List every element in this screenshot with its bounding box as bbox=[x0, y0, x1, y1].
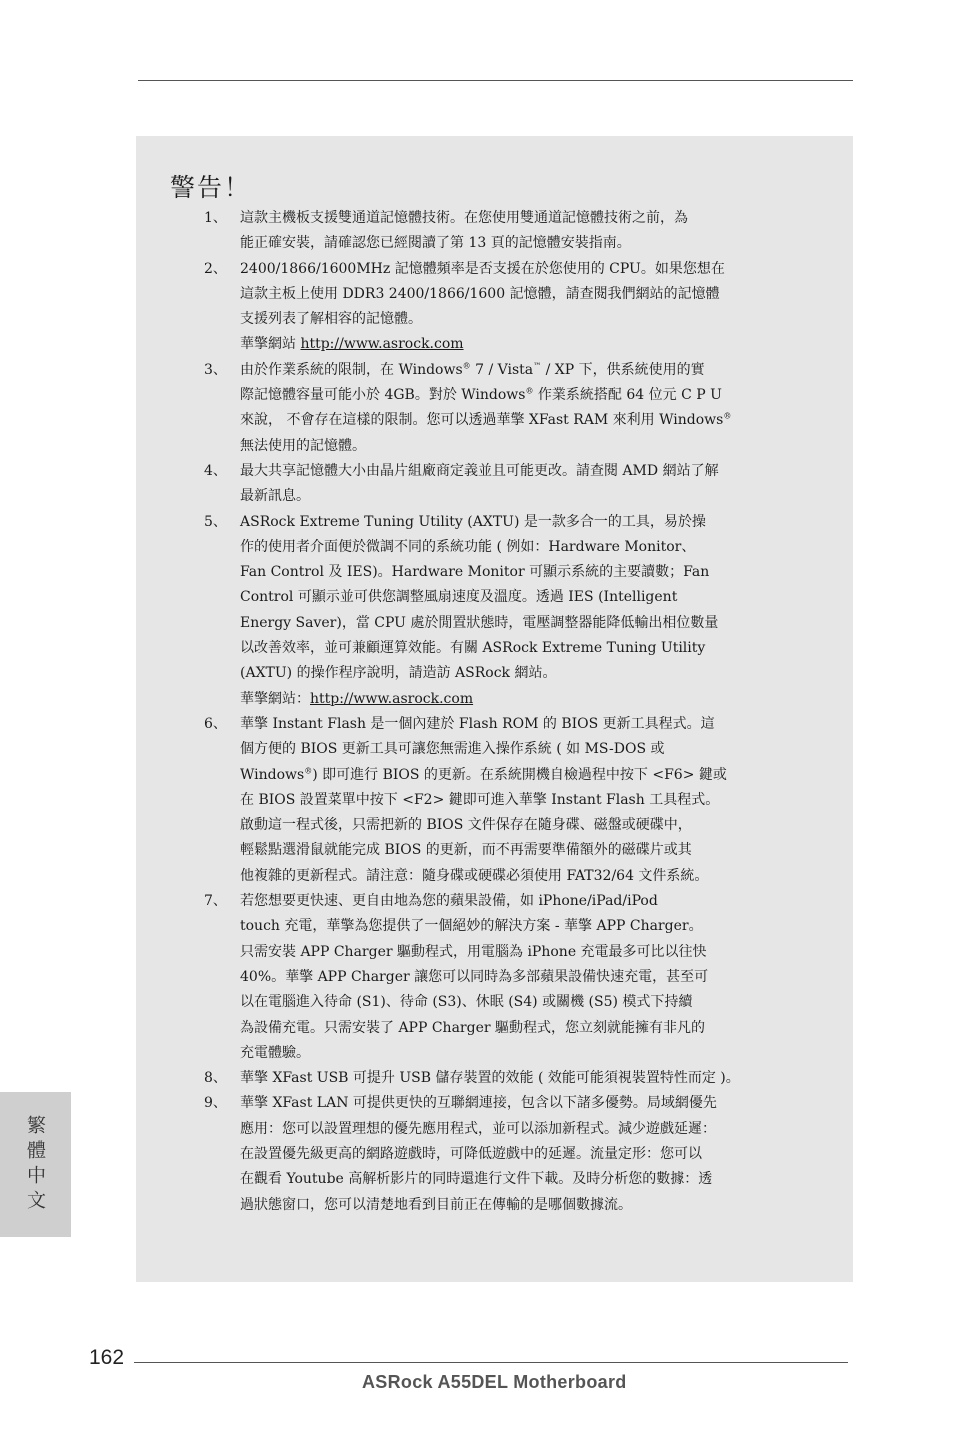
item-text-line: 充電體驗。 bbox=[240, 1044, 310, 1061]
item-text-line: 他複雜的更新程式。請注意：隨身碟或硬碟必須使用 FAT32/64 文件系統。 bbox=[240, 867, 709, 884]
item-text-line: 在 BIOS 設置菜單中按下 <F2> 鍵即可進入華擎 Instant Flash 工具程式。 bbox=[240, 791, 720, 808]
item-text-line: Control 可顯示並可供您調整風扇速度及溫度。透過 IES (Intelligent bbox=[240, 589, 678, 606]
item-text-line: 由於作業系統的限制，在 Windows® 7 / Vista™ / XP 下，供系統使用的實 bbox=[240, 361, 705, 378]
item-text-line: 無法使用的記憶體。 bbox=[240, 437, 366, 454]
side-tab-label: 繁體中文 bbox=[24, 1114, 46, 1215]
item-text-line: 最新訊息。 bbox=[240, 488, 310, 505]
item-number: 9、 bbox=[204, 1095, 227, 1112]
item-text-line: 這款主機板支援雙通道記憶體技術。在您使用雙通道記憶體技術之前，為 bbox=[240, 210, 688, 226]
item-text-line: 華擎 XFast USB 可提升 USB 儲存裝置的效能 ( 效能可能須視裝置特性而定 )。 bbox=[240, 1070, 740, 1087]
item-text-line: 為設備充電。只需安裝了 APP Charger 驅動程式，您立刻就能擁有非凡的 bbox=[240, 1019, 706, 1036]
item-text-line: ASRock Extreme Tuning Utility (AXTU) 是一款多合一的工具，易於操 bbox=[240, 513, 706, 530]
warning-box bbox=[136, 136, 853, 1282]
item-number: 2、 bbox=[204, 260, 227, 277]
website-line bbox=[240, 687, 830, 712]
item-text-line: 以改善效率，並可兼顧運算效能。有關 ASRock Extreme Tuning Utility bbox=[240, 640, 706, 657]
item-number: 1、 bbox=[204, 210, 227, 226]
warning-item bbox=[136, 1091, 853, 1217]
warning-item bbox=[136, 459, 853, 510]
item-text-line: 能正確安裝，請確認您已經閱讀了第 13 頁的記憶體安裝指南。 bbox=[240, 235, 631, 252]
item-text-line: 輕鬆點選滑鼠就能完成 BIOS 的更新，而不再需要準備額外的磁碟片或其 bbox=[240, 842, 692, 859]
item-text-line: 際記憶體容量可能小於 4GB。對於 Windows® 作業系統搭配 64 位元 C P U bbox=[240, 386, 722, 404]
item-text-line: touch 充電，華擎為您提供了一個絕妙的解決方案 - 華擎 APP Charger。 bbox=[240, 918, 703, 935]
item-number: 7、 bbox=[204, 893, 227, 910]
warning-title: 警告！ bbox=[170, 173, 252, 202]
item-text-line: Windows®) 即可進行 BIOS 的更新。在系統開機自檢過程中按下 <F6> 鍵或 bbox=[240, 765, 727, 783]
item-text-line: 個方便的 BIOS 更新工具可讓您無需進入操作系統 ( 如 MS-DOS 或 bbox=[240, 741, 665, 758]
item-text-line: 在觀看 Youtube 高解析影片的同時還進行文件下載。及時分析您的數據：透 bbox=[240, 1171, 713, 1188]
item-text-line: 應用：您可以設置理想的優先應用程式，並可以添加新程式。減少遊戲延遲： bbox=[240, 1120, 716, 1137]
item-text-line: 華擎 XFast LAN 可提供更快的互聯網連接，包含以下諸多優勢。局域網優先 bbox=[240, 1095, 717, 1112]
top-rule bbox=[138, 80, 853, 81]
item-text-line: 以在電腦進入待命 (S1)、待命 (S3)、休眠 (S4) 或關機 (S5) 模式下持續 bbox=[240, 994, 693, 1011]
item-text-line: 支援列表了解相容的記憶體。 bbox=[240, 311, 422, 328]
item-number: 5、 bbox=[204, 513, 227, 530]
item-text-line: (AXTU) 的操作程序說明，請造訪 ASRock 網站。 bbox=[240, 665, 557, 682]
warning-item bbox=[136, 1066, 853, 1091]
item-number: 4、 bbox=[204, 462, 227, 479]
item-text-line: 來說， 不會存在這樣的限制。您可以透過華擎 XFast RAM 來利用 Windows® bbox=[240, 411, 732, 429]
warning-item bbox=[136, 206, 853, 257]
bottom-rule bbox=[134, 1362, 848, 1363]
item-number: 6、 bbox=[204, 715, 227, 732]
item-text-line: 這款主板上使用 DDR3 2400/1866/1600 記憶體，請查閱我們網站的記憶體 bbox=[240, 285, 720, 302]
page-number: 162 bbox=[89, 1346, 125, 1369]
website-line bbox=[240, 332, 830, 357]
item-number: 3、 bbox=[204, 361, 227, 378]
website-link[interactable]: http://www.asrock.com bbox=[310, 690, 474, 707]
item-number: 8、 bbox=[204, 1070, 227, 1087]
item-text-line: 最大共享記憶體大小由晶片組廠商定義並且可能更改。請查閱 AMD 網站了解 bbox=[240, 462, 719, 479]
footer-title: ASRock A55DEL Motherboard bbox=[362, 1372, 627, 1392]
item-text-line: 40%。華擎 APP Charger 讓您可以同時為多部蘋果設備快速充電，甚至可 bbox=[240, 968, 709, 985]
warning-item bbox=[136, 510, 853, 712]
item-text-line: 過狀態窗口，您可以清楚地看到目前正在傳輸的是哪個數據流。 bbox=[240, 1196, 632, 1213]
item-text-line: Fan Control 及 IES)。Hardware Monitor 可顯示系統的主要讀數；Fan bbox=[240, 564, 710, 581]
warning-item bbox=[136, 358, 853, 459]
warning-list bbox=[136, 206, 853, 1218]
warning-item bbox=[136, 712, 853, 889]
item-text-line: Energy Saver)，當 CPU 處於閒置狀態時，電壓調整器能降低輸出相位數量 bbox=[240, 614, 719, 631]
website-link[interactable]: http://www.asrock.com bbox=[300, 336, 464, 353]
website-label: 華擎網站： bbox=[240, 690, 310, 707]
language-side-tab bbox=[0, 1092, 71, 1237]
warning-item bbox=[136, 889, 853, 1066]
website-label: 華擎網站 bbox=[240, 336, 301, 353]
item-text-line: 華擎 Instant Flash 是一個內建於 Flash ROM 的 BIOS 更新工具程式。這 bbox=[240, 715, 715, 732]
item-text-line: 在設置優先級更高的網路遊戲時，可降低遊戲中的延遲。流量定形：您可以 bbox=[240, 1145, 702, 1162]
item-text-line: 2400/1866/1600MHz 記憶體頻率是否支援在於您使用的 CPU。如果您想在 bbox=[240, 260, 725, 277]
item-text-line: 若您想要更快速、更自由地為您的蘋果設備，如 iPhone/iPad/iPod bbox=[240, 893, 658, 910]
item-text-line: 啟動這一程式後，只需把新的 BIOS 文件保存在隨身碟、磁盤或硬碟中， bbox=[240, 817, 692, 834]
warning-item bbox=[136, 257, 853, 358]
item-text-line: 只需安裝 APP Charger 驅動程式，用電腦為 iPhone 充電最多可比以往快 bbox=[240, 943, 707, 960]
item-text-line: 作的使用者介面便於微調不同的系統功能 ( 例如：Hardware Monitor、 bbox=[240, 538, 696, 555]
